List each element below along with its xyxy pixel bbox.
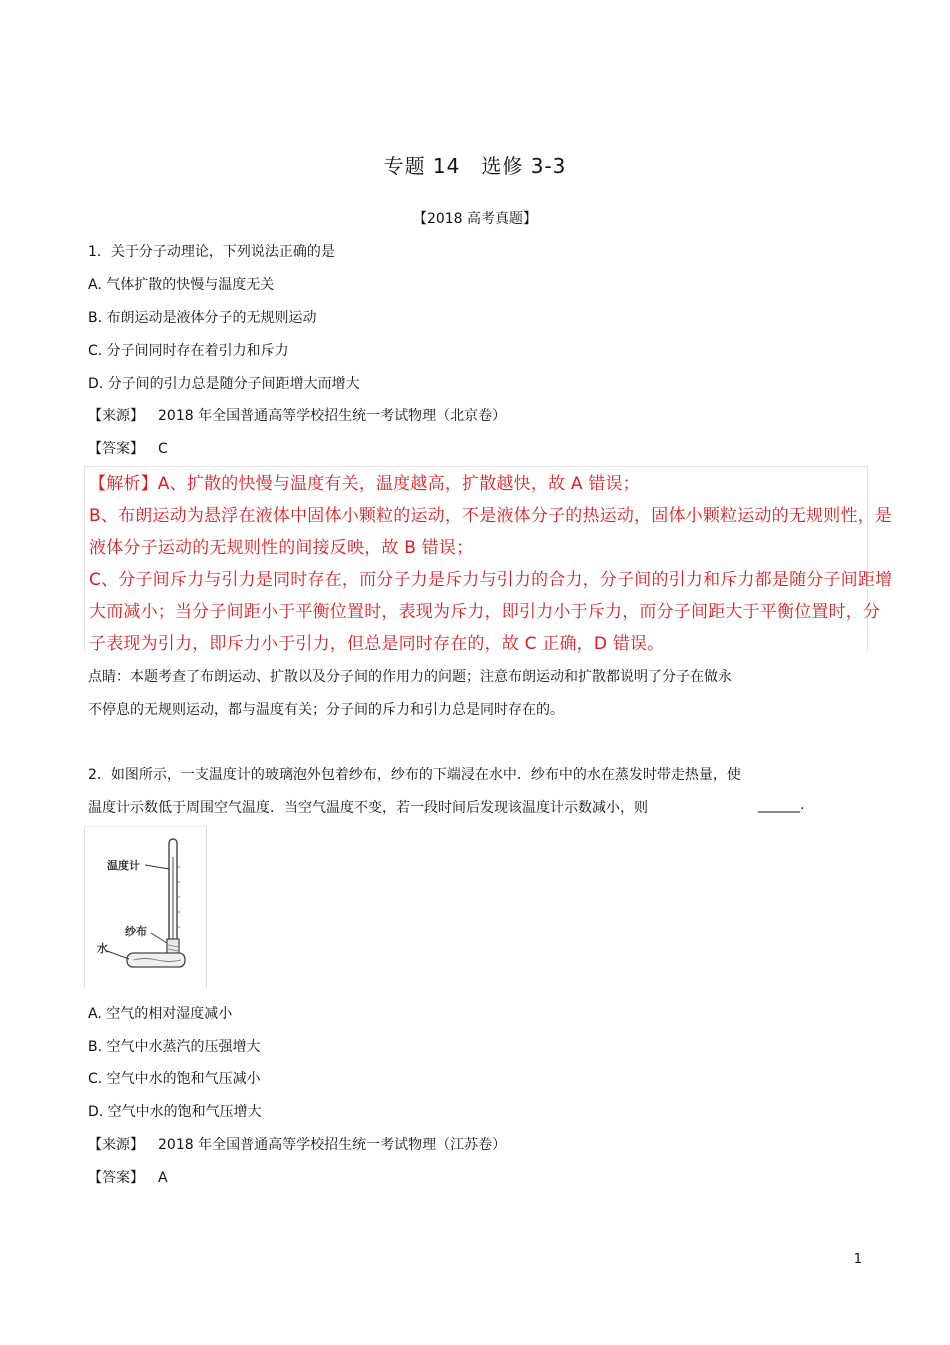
q1-explanation-line: 【解析】A、扩散的快慢与温度有关，温度越高，扩散越快，故 A 错误； [89,474,640,494]
q2-answer-tag: 【答案】 [88,1170,144,1186]
q1-answer [88,438,168,458]
q1-option-c: C. 分子间同时存在着引力和斥力 [88,343,289,359]
question-2-stem-line-1: 2．如图所示，一支温度计的玻璃泡外包着纱布，纱布的下端浸在水中．纱布中的水在蒸发时带走热量，使 [88,767,741,783]
page-title: 专题 14 选修 3-3 [383,154,567,178]
q1-source-text: 2018 年全国普通高等学校招生统一考试物理（北京卷） [158,408,507,424]
q1-option-d: D. 分子间的引力总是随分子间距增大而增大 [88,376,360,392]
q2-option-c: C. 空气中水的饱和气压减小 [88,1071,261,1087]
q2-option-b: B. 空气中水蒸汽的压强增大 [88,1039,261,1055]
section-header: 【2018 高考真题】 [412,211,538,227]
question-2-stem-line-2: 温度计示数低于周围空气温度．当空气温度不变，若一段时间后发现该温度计示数减小，则 [88,800,648,816]
label-water: 水 [97,942,108,955]
q1-explanation-line: C、分子间斥力与引力是同时存在，而分子力是斥力与引力的合力，分子间的引力和斥力都是随分子间距增 [89,570,893,590]
q1-answer-value: C [158,441,168,457]
q2-source-text: 2018 年全国普通高等学校招生统一考试物理（江苏卷） [158,1137,507,1153]
thermometer-drawing [85,827,206,987]
q1-note-line-2: 不停息的无规则运动，都与温度有关；分子间的斥力和引力总是同时存在的。 [88,702,564,718]
page-number: 1 [853,1252,862,1267]
q1-option-b: B. 布朗运动是液体分子的无规则运动 [88,310,317,326]
q1-explanation-line: B、布朗运动为悬浮在液体中固体小颗粒的运动，不是液体分子的热运动，固体小颗粒运动的无规则性，是 [89,506,893,526]
q2-answer [88,1167,168,1187]
label-gauze: 纱布 [125,925,147,938]
q1-explanation-line: 子表现为引力，即斥力小于引力，但总是同时存在的，故 C 正确，D 错误。 [89,634,665,654]
question-1-stem: 1．关于分子动理论，下列说法正确的是 [88,244,335,260]
q1-explanation-line: 液体分子运动的无规则性的间接反映，故 B 错误； [89,538,474,558]
q2-answer-value: A [158,1170,168,1186]
q1-source [88,405,506,425]
answer-blank: ______. [758,797,805,813]
q2-option-a: A. 空气的相对湿度减小 [88,1006,233,1022]
q2-option-d: D. 空气中水的饱和气压增大 [88,1104,262,1120]
q2-source [88,1134,506,1154]
q1-option-a: A. 气体扩散的快慢与温度无关 [88,277,275,293]
label-thermometer: 温度计 [107,859,140,872]
q1-answer-tag: 【答案】 [88,441,144,457]
q1-explanation-box [84,466,893,654]
q1-explanation-line: 大而减小；当分子间距小于平衡位置时，表现为斥力，即引力小于斥力，而分子间距大于平衡位置时，分 [89,602,881,622]
thermometer-figure [84,826,207,988]
q2-source-tag: 【来源】 [88,1137,144,1153]
q1-note-line-1: 点睛：本题考查了布朗运动、扩散以及分子间的作用力的问题；注意布朗运动和扩散都说明了分子在做永 [88,669,732,685]
q1-source-tag: 【来源】 [88,408,144,424]
